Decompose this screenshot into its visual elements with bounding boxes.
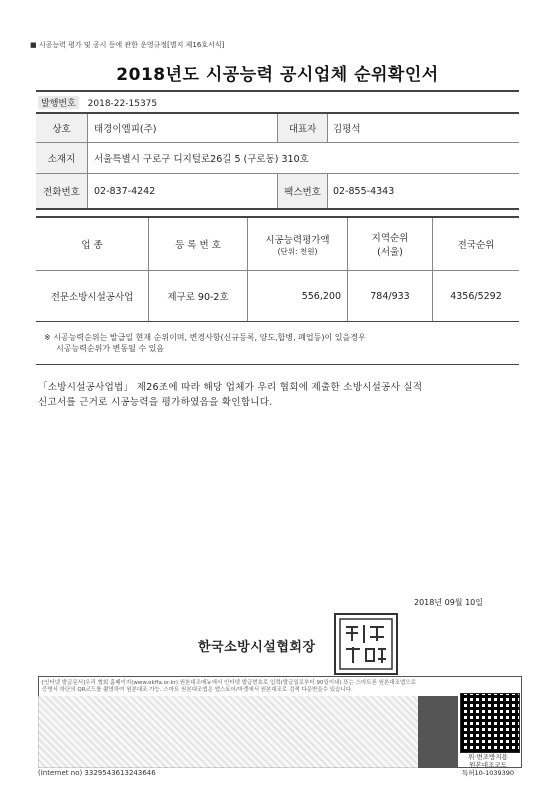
company-name-label: 상호: [36, 114, 87, 142]
table-bottom-rule: [36, 321, 519, 322]
body-line: 「소방시설공사업법」 제26조에 따라 해당 업체가 우리 협회에 제출한 소방시설공사 실적: [38, 382, 423, 393]
header-amount-unit: (단위: 천원): [277, 246, 318, 256]
original-watermark: [418, 696, 458, 768]
representative: 김평석: [333, 124, 361, 135]
divider: [327, 173, 328, 208]
confirmation-text: [38, 380, 422, 410]
phone: 02-837-4242: [94, 185, 156, 197]
body-rule: [36, 364, 519, 365]
row-reg-no: 제구로 90-2호: [167, 292, 229, 303]
representative-label: 대표자: [278, 114, 327, 142]
row-amount: 556,200: [301, 290, 341, 302]
qr-code[interactable]: [460, 693, 520, 753]
qr-caption-line: 원본대조코드: [469, 761, 507, 769]
qr-caption-line: 위·변조방지용: [468, 753, 508, 761]
fax: 02-855-4343: [333, 185, 395, 197]
note-line: ※ 시공능력순위는 발급일 현재 순위이며, 변경사항(신규등록, 양도,합병, 폐업등)이 있을경우: [44, 333, 366, 342]
header-regional-label: 지역순위: [371, 233, 409, 244]
note-line: 시공능력순위가 변동될 수 있음: [56, 344, 165, 353]
divider: [327, 114, 328, 142]
issue-number-row: [38, 96, 157, 109]
company-name: 태경이엘피(주): [94, 124, 157, 135]
issue-number-label: 발행번호: [38, 96, 79, 109]
address: 서울특별시 구로구 디지털로26길 5 (구로동) 310호: [94, 154, 309, 165]
issue-date: 2018년 09월 10일: [414, 598, 483, 607]
organization-name: 한국소방시설협회장: [198, 640, 316, 655]
fax-label: 팩스번호: [278, 174, 327, 208]
qr-caption-line: 특허10-1039390: [461, 769, 515, 777]
row-national: 4356/5292: [450, 290, 502, 302]
info-bottom-rule: [36, 208, 519, 210]
verification-text: [42, 680, 422, 694]
header-amount-label: 시공능력평가액: [265, 234, 330, 246]
header-reg-no: 등 록 번 호: [175, 240, 221, 251]
title-rule: [36, 90, 519, 92]
phone-label: 전화번호: [36, 174, 87, 208]
row-regional: 784/933: [370, 290, 410, 302]
issue-number: 2018-22-15375: [87, 99, 158, 109]
footer-line: 증명서 하단의 QR코드를 촬영하여 원본대조 가능. 스마트 원본대조앱은 앱스토어/마켓에서 원본대조로 검색 다운받을수 있습니다.: [42, 687, 353, 693]
ranking-note: [44, 332, 366, 354]
security-pattern: [38, 696, 418, 768]
footer-line: [인터넷 발급문서]우리 협회 홈페이지(www.ekffa.or.kr) 원본대조메뉴에서 인터넷 발급번호로 입력(발급일로부터 90일이내) 또는 스마트폰 원본대조앱으로: [42, 680, 416, 686]
header-amount: [248, 218, 347, 270]
header-regional: [348, 218, 432, 270]
page-title: 2018년도 시공능력 공시업체 순위확인서: [116, 65, 439, 85]
internet-number: (Internet no) 3329543613243646: [38, 769, 156, 777]
header-national: 전국순위: [457, 240, 495, 251]
address-label: 소재지: [36, 143, 87, 173]
divider: [87, 114, 88, 208]
form-note: ■ 시공능력 평가 및 공시 등에 관한 운영규정[별지 제16호서식]: [30, 41, 225, 49]
qr-caption: [456, 753, 520, 777]
body-line: 신고서를 근거로 시공능력을 평가하였음을 확인합니다.: [38, 397, 273, 408]
header-type: 업 종: [81, 240, 103, 251]
header-regional-area: (서울): [377, 247, 403, 258]
official-seal: [334, 613, 398, 675]
row-type: 전문소방시설공사업: [50, 292, 134, 303]
